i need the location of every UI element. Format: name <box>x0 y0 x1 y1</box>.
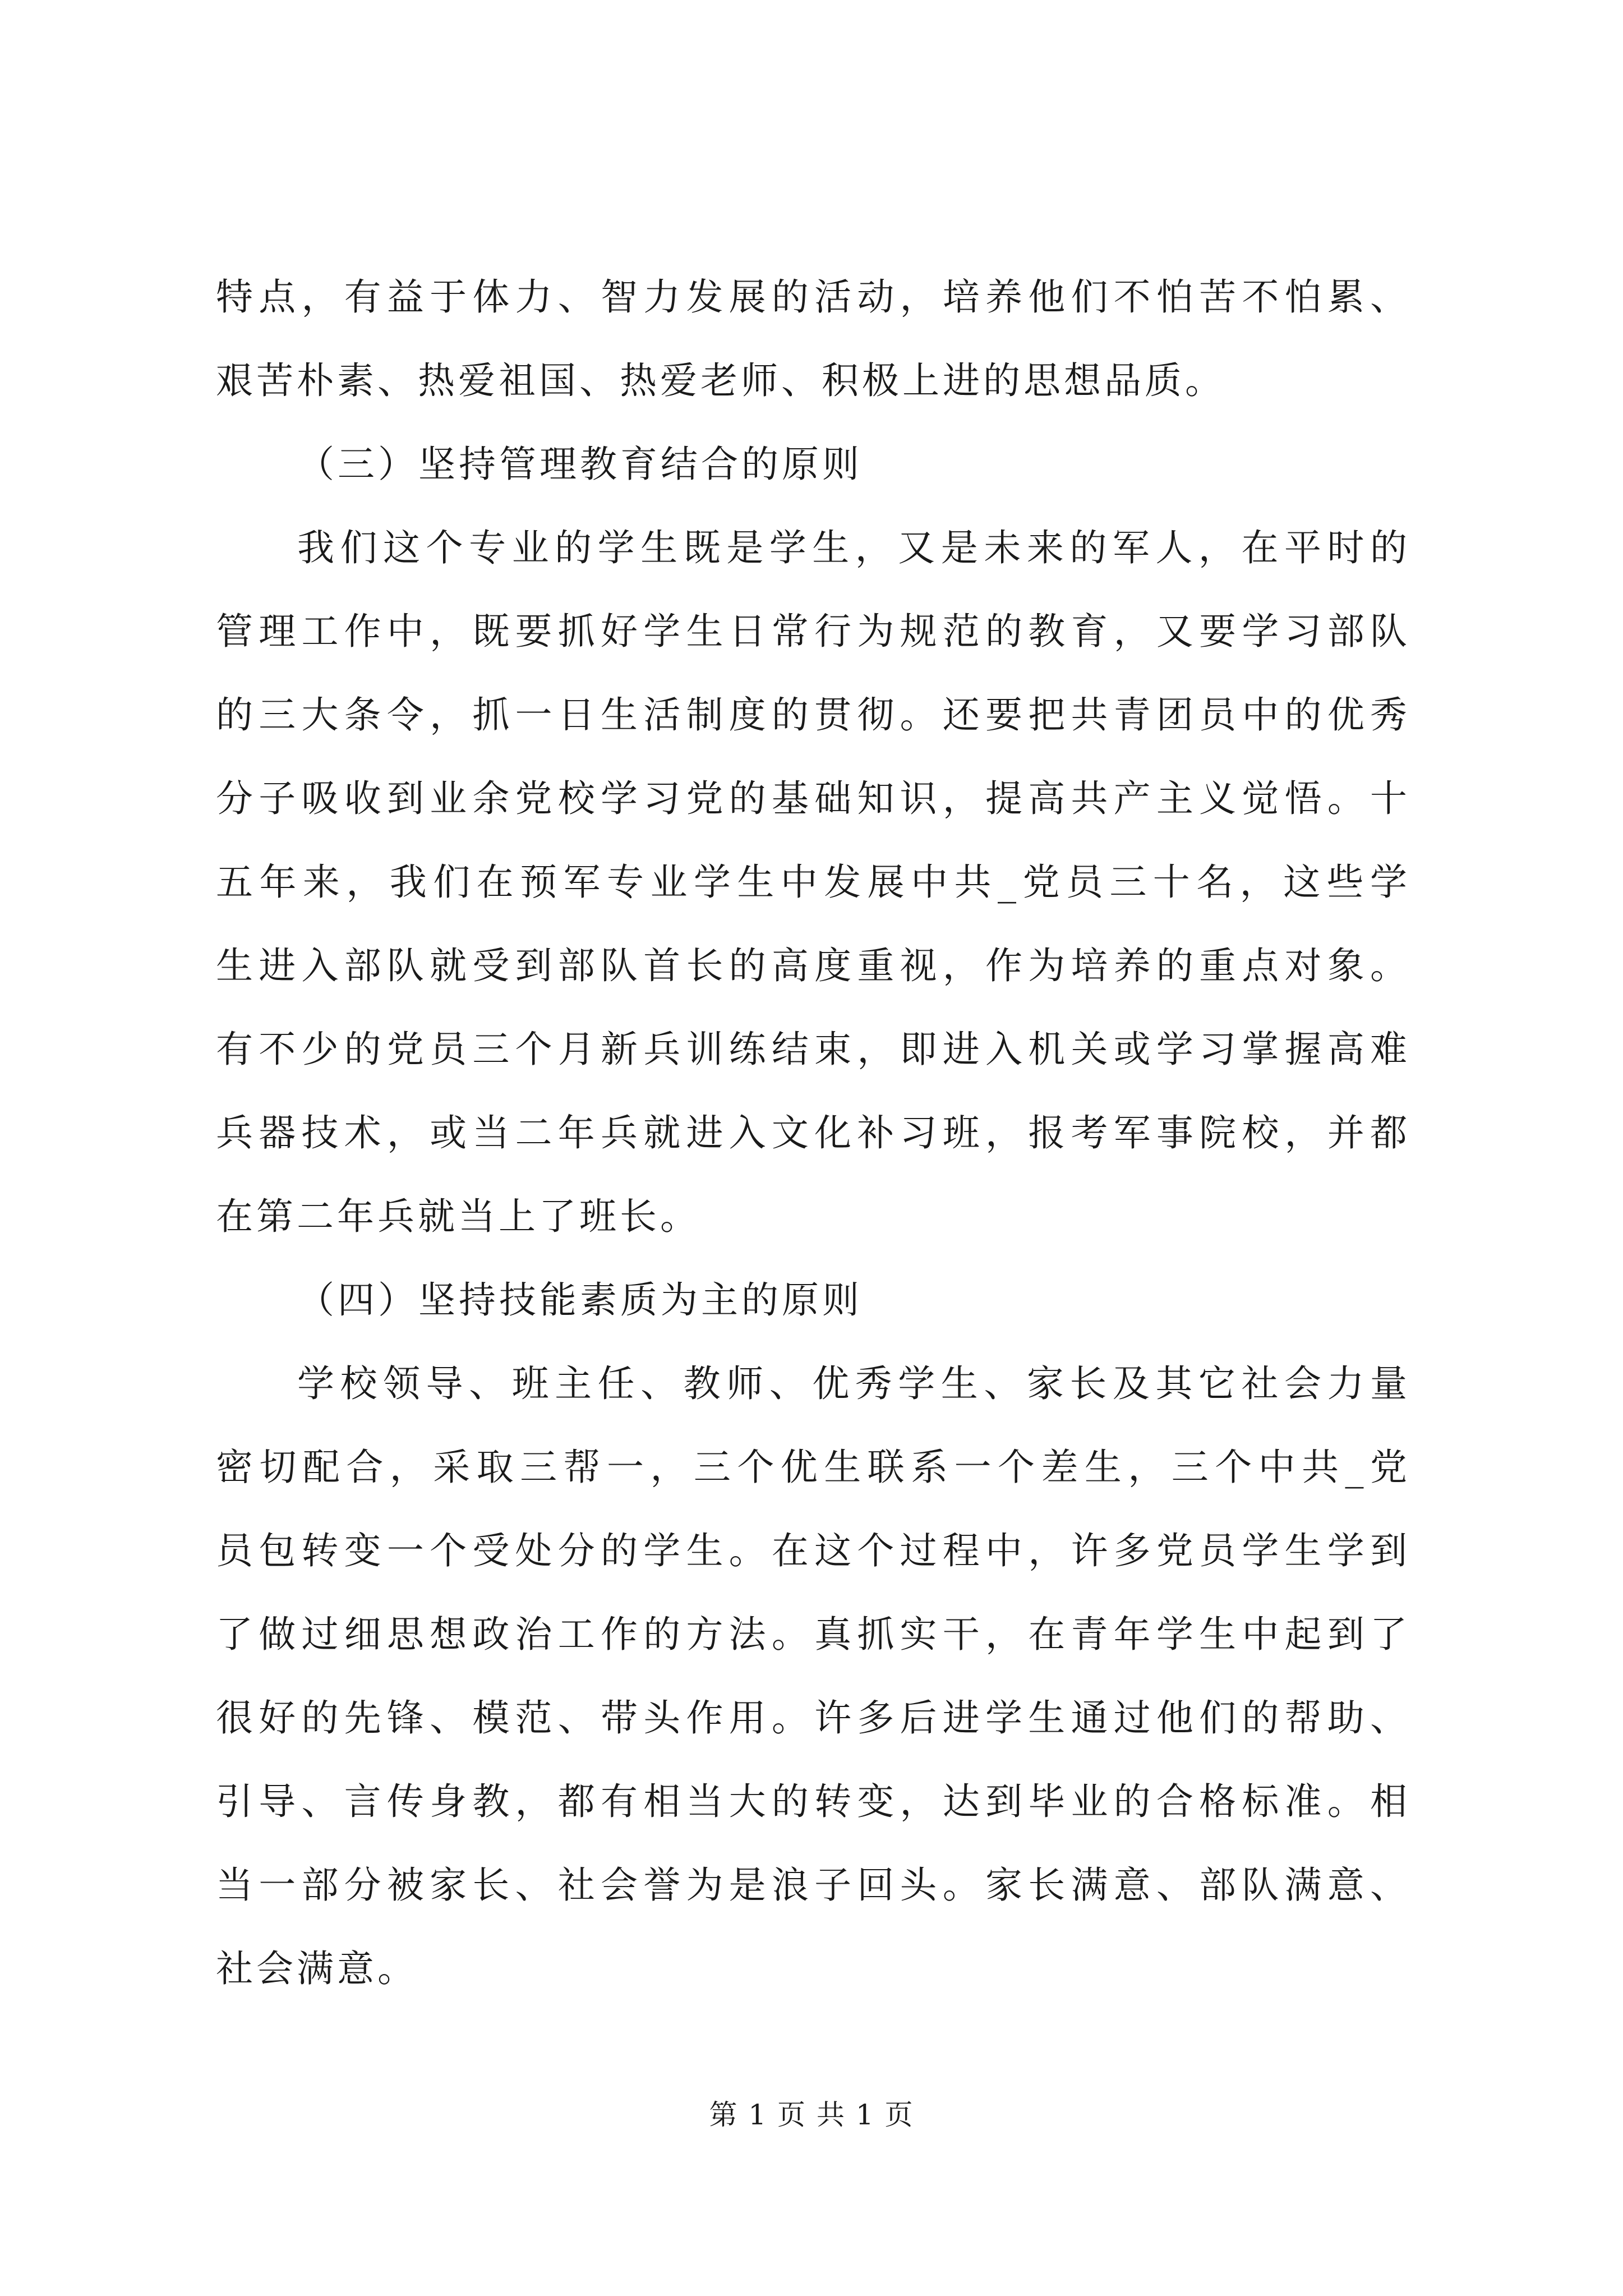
text-line: 学校领导、班主任、教师、优秀学生、家长及其它社会力量 <box>297 1362 1410 1405</box>
page-number-label: 第 1 页 共 1 页 <box>709 2099 914 2131</box>
text-line: 很好的先锋、模范、带头作用。许多后进学生通过他们的帮助、 <box>216 1696 1410 1740</box>
text-line: 的三大条令，抓一日生活制度的贯彻。还要把共青团员中的优秀 <box>216 693 1410 737</box>
text-line: 五年来，我们在预军专业学生中发展中共_党员三十名，这些学 <box>216 861 1410 904</box>
text-line: 在第二年兵就当上了班长。 <box>216 1195 700 1238</box>
text-line: 我们这个专业的学生既是学生，又是未来的军人，在平时的 <box>297 526 1410 569</box>
text-line: 当一部分被家长、社会誉为是浪子回头。家长满意、部队满意、 <box>216 1864 1410 1907</box>
text-line: 员包转变一个受处分的学生。在这个过程中，许多党员学生学到 <box>216 1529 1410 1572</box>
page-footer <box>0 2095 1623 2134</box>
text-line: 引导、言传身教，都有相当大的转变，达到毕业的合格标准。相 <box>216 1780 1410 1823</box>
text-line: 社会满意。 <box>216 1947 418 1990</box>
text-line: 生进入部队就受到部队首长的高度重视，作为培养的重点对象。 <box>216 944 1410 987</box>
text-line: 分子吸收到业余党校学习党的基础知识，提高共产主义觉悟。十 <box>216 777 1410 820</box>
text-line: 了做过细思想政治工作的方法。真抓实干，在青年学生中起到了 <box>216 1613 1410 1656</box>
section-heading: （三）坚持管理教育结合的原则 <box>297 443 863 486</box>
text-line: 有不少的党员三个月新兵训练结束，即进入机关或学习掌握高难 <box>216 1028 1410 1071</box>
text-line: 管理工作中，既要抓好学生日常行为规范的教育，又要学习部队 <box>216 610 1410 653</box>
text-line: 兵器技术，或当二年兵就进入文化补习班，报考军事院校，并都 <box>216 1111 1410 1154</box>
section-heading: （四）坚持技能素质为主的原则 <box>297 1278 863 1322</box>
text-line: 特点，有益于体力、智力发展的活动，培养他们不怕苦不怕累、 <box>216 275 1410 319</box>
text-line: 密切配合，采取三帮一，三个优生联系一个差生，三个中共_党 <box>216 1446 1410 1489</box>
document-body <box>216 255 1410 2010</box>
text-line: 艰苦朴素、热爱祖国、热爱老师、积极上进的思想品质。 <box>216 359 1225 402</box>
